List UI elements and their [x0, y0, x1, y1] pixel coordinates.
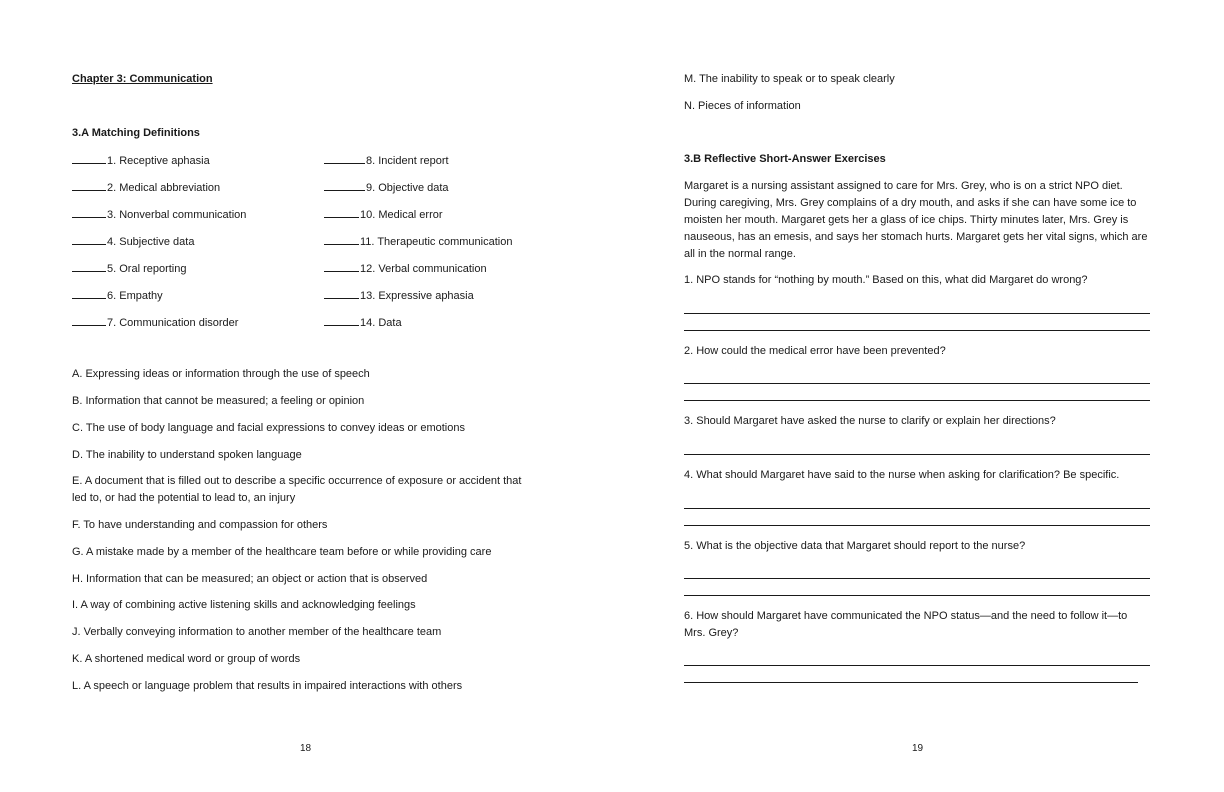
answer-line[interactable]: [684, 682, 1138, 683]
answer-line[interactable]: [684, 454, 1150, 455]
answer-blank[interactable]: [72, 151, 106, 164]
definition-item: D. The inability to understand spoken language: [72, 449, 302, 461]
definition-item: C. The use of body language and facial expressions to convey ideas or emotions: [72, 422, 465, 434]
answer-blank[interactable]: [72, 232, 106, 245]
section-a-title: 3.A Matching Definitions: [72, 127, 200, 139]
answer-line[interactable]: [684, 665, 1150, 666]
definition-item: J. Verbally conveying information to another member of the healthcare team: [72, 626, 442, 638]
answer-blank[interactable]: [324, 151, 365, 164]
answer-blank[interactable]: [324, 232, 359, 245]
matching-item: 12. Verbal communication: [324, 259, 487, 278]
answer-line[interactable]: [684, 595, 1150, 596]
chapter-title: Chapter 3: Communication: [72, 73, 213, 85]
matching-item: 4. Subjective data: [72, 232, 194, 251]
matching-item: 8. Incident report: [324, 151, 449, 170]
answer-line[interactable]: [684, 508, 1150, 509]
answer-blank[interactable]: [72, 259, 106, 272]
definition-item: A. Expressing ideas or information through the use of speech: [72, 368, 370, 380]
answer-line[interactable]: [684, 578, 1150, 579]
answer-blank[interactable]: [324, 313, 359, 326]
matching-item: 7. Communication disorder: [72, 313, 238, 332]
definition-item: I. A way of combining active listening skills and acknowledging feelings: [72, 599, 416, 611]
definition-item: L. A speech or language problem that results in impaired interactions with others: [72, 680, 463, 692]
page-19: [612, 0, 1224, 792]
answer-line[interactable]: [684, 313, 1150, 314]
matching-item: 6. Empathy: [72, 286, 163, 305]
definition-item: G. A mistake made by a member of the healthcare team before or while providing care: [72, 546, 492, 558]
matching-item: 10. Medical error: [324, 205, 443, 224]
matching-item: 1. Receptive aphasia: [72, 151, 210, 170]
section-b-title: 3.B Reflective Short-Answer Exercises: [684, 153, 886, 165]
answer-blank[interactable]: [324, 286, 359, 299]
matching-item: 11. Therapeutic communication: [324, 232, 512, 251]
answer-blank[interactable]: [72, 313, 106, 326]
definition-item: M. The inability to speak or to speak clearly: [684, 73, 895, 85]
question-5: 5. What is the objective data that Margaret should report to the nurse?: [684, 540, 1026, 552]
scenario-paragraph: Margaret is a nursing assistant assigned to care for Mrs. Grey, who is on a strict NPO diet. During caregiving, Mrs. Grey complains of a dry mouth, and asks if she can have some ice to moisten her mouth. Margaret gets her a glass of ice chips. Thirty minutes later, Mrs. Grey is nauseous, has an emesis, and says her stomach hurts. Margaret gets her vital signs, which are all in the normal range.: [684, 180, 1148, 260]
page-number: 19: [912, 743, 924, 754]
answer-line[interactable]: [684, 525, 1150, 526]
answer-line[interactable]: [684, 330, 1150, 331]
answer-blank[interactable]: [72, 205, 106, 218]
definition-item: B. Information that cannot be measured; a feeling or opinion: [72, 395, 365, 407]
answer-line[interactable]: [684, 383, 1150, 384]
answer-blank[interactable]: [72, 178, 106, 191]
matching-item: 14. Data: [324, 313, 402, 332]
matching-item: 3. Nonverbal communication: [72, 205, 246, 224]
matching-item: 13. Expressive aphasia: [324, 286, 474, 305]
page-number: 18: [300, 743, 312, 754]
question-6: 6. How should Margaret have communicated the NPO status—and the need to follow it—to Mrs. Grey?: [684, 610, 1128, 639]
question-4: 4. What should Margaret have said to the nurse when asking for clarification? Be specific.: [684, 469, 1120, 481]
definition-item: K. A shortened medical word or group of words: [72, 653, 301, 665]
definition-item: F. To have understanding and compassion for others: [72, 519, 328, 531]
answer-blank[interactable]: [324, 259, 359, 272]
question-3: 3. Should Margaret have asked the nurse to clarify or explain her directions?: [684, 415, 1056, 427]
answer-line[interactable]: [684, 400, 1150, 401]
definition-item: N. Pieces of information: [684, 100, 801, 112]
definition-item: H. Information that can be measured; an object or action that is observed: [72, 573, 428, 585]
question-1: 1. NPO stands for “nothing by mouth.” Based on this, what did Margaret do wrong?: [684, 274, 1088, 286]
definition-item: E. A document that is filled out to describe a specific occurrence of exposure or accident that led to, or had the potential to lead to, an injury: [72, 475, 522, 504]
matching-item: 5. Oral reporting: [72, 259, 186, 278]
answer-blank[interactable]: [72, 286, 106, 299]
answer-blank[interactable]: [324, 205, 359, 218]
answer-blank[interactable]: [324, 178, 365, 191]
matching-item: 9. Objective data: [324, 178, 449, 197]
matching-item: 2. Medical abbreviation: [72, 178, 220, 197]
question-2: 2. How could the medical error have been prevented?: [684, 345, 946, 357]
